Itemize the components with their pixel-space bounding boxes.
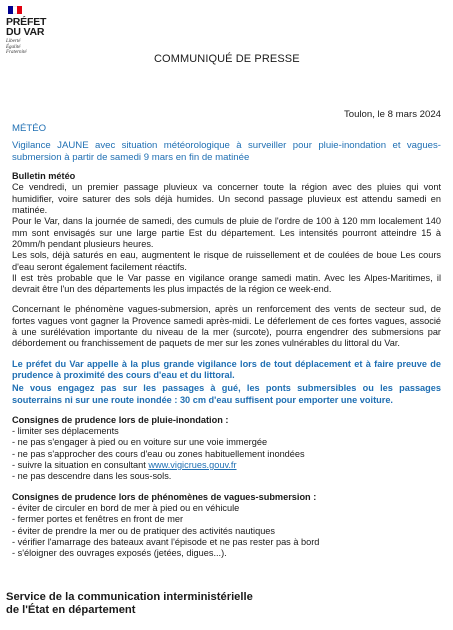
bulletin-paragraph: Il est très probable que le Var passe en vigilance orange samedi matin. Avec les Alpes-Maritimes, il devrait être l'un des départements les plus impactés de la région ce week-end. <box>12 272 441 295</box>
safety-warning: Ne vous engagez pas sur les passages à gué, les ponts submersibles ou les passages souterrains ni sur une route inondée : 30 cm d'eau suffisent pour emporter une voiture. <box>12 383 441 405</box>
footer-line-1: Service de la communication interministérielle <box>6 591 253 603</box>
list-item: - éviter de circuler en bord de mer à pied ou en véhicule <box>12 502 240 513</box>
bulletin-title: Bulletin météo <box>12 171 76 182</box>
prefet-du-var-logo <box>6 6 58 56</box>
list-item: - fermer portes et fenêtres en front de mer <box>12 514 184 525</box>
vigicrues-link[interactable]: www.vigicrues.gouv.fr <box>148 460 237 471</box>
motto-egalite: Égalité <box>6 44 21 50</box>
logo-line-2: DU VAR <box>6 26 45 38</box>
consignes-vagues-title: Consignes de prudence lors de phénomènes de vagues-submersion : <box>12 491 317 502</box>
bulletin-paragraph: Ce vendredi, un premier passage pluvieux va concerner toute la région avec des pluies qui vont humidifier, voire saturer des sols déjà humides. Un second passage pluvieux est attendu samedi en matinée. <box>12 182 441 216</box>
headline: Vigilance JAUNE avec situation météorologique à surveiller pour pluie-inondation et vagues-submersion à partir de samedi 9 mars en fin de matinée <box>12 140 441 163</box>
logo-title <box>6 17 58 37</box>
document-type-title: COMMUNIQUÉ DE PRESSE <box>154 53 300 65</box>
consignes-vagues-list <box>12 503 441 559</box>
footer-line-2: de l'État en département <box>6 604 136 616</box>
list-item: - s'éloigner des ouvrages exposés (jetées, digues...). <box>12 548 227 559</box>
suivi-text: - suivre la situation en consultant <box>12 460 149 471</box>
bulletin-paragraph: Pour le Var, dans la journée de samedi, des cumuls de pluie de l'ordre de 100 à 120 mm localement 140 mm sont envisagés sur une large partie Est du département. Les intensités pourront atteindre 15 à 20mm/h pendant plusieurs heures. <box>12 216 441 249</box>
section-label: MÉTÉO <box>12 123 47 134</box>
motto-liberte: Liberté <box>6 39 21 44</box>
document-body <box>12 140 441 559</box>
document-date: Toulon, le 8 mars 2024 <box>343 109 441 120</box>
bulletin-paragraph: Les sols, déjà saturés en eau, augmentent le risque de ruissellement et de coulées de boue Les cours d'eau seront également facilement réactifs. <box>12 250 441 272</box>
vagues-paragraph: Concernant le phénomène vagues-submersion, après un renforcement des vents de secteur sud, de fortes vagues vont gagner la Provence samedi après-midi. Le déferlement de ces fortes vagues, associé à une surélévation importante du niveau de la mer (surcote), pourra engendrer des submersions par débordement ou franchissement de paquets de mer sur les zones vulnérables du littoral du Var. <box>12 304 441 349</box>
list-item-suivi <box>12 460 441 471</box>
motto-fraternite: Fraternité <box>6 50 27 56</box>
logo-line-1: PRÉFET <box>6 16 47 28</box>
list-item: - ne pas s'engager à pied ou en voiture sur une voie immergée <box>12 437 268 448</box>
consignes-pluie-title: Consignes de prudence lors de pluie-inondation : <box>12 414 229 425</box>
french-flag-icon <box>8 6 22 14</box>
list-item: - ne pas descendre dans les sous-sols. <box>12 471 172 482</box>
footer-service-name <box>6 591 253 617</box>
prefect-appeal: Le préfet du Var appelle à la plus grande vigilance lors de tout déplacement et à faire preuve de prudence à proximité des cours d'eau et du littoral. <box>12 358 441 380</box>
list-item: - ne pas s'approcher des cours d'eau ou zones habituellement inondées <box>12 448 305 459</box>
list-item: - vérifier l'amarrage des bateaux avant l'épisode et ne pas rester pas à bord <box>12 536 320 547</box>
list-item: - éviter de prendre la mer ou de pratiquer des activités nautiques <box>12 525 276 536</box>
republic-motto <box>6 39 58 56</box>
consignes-pluie-list <box>12 426 441 482</box>
list-item: - limiter ses déplacements <box>12 426 119 437</box>
